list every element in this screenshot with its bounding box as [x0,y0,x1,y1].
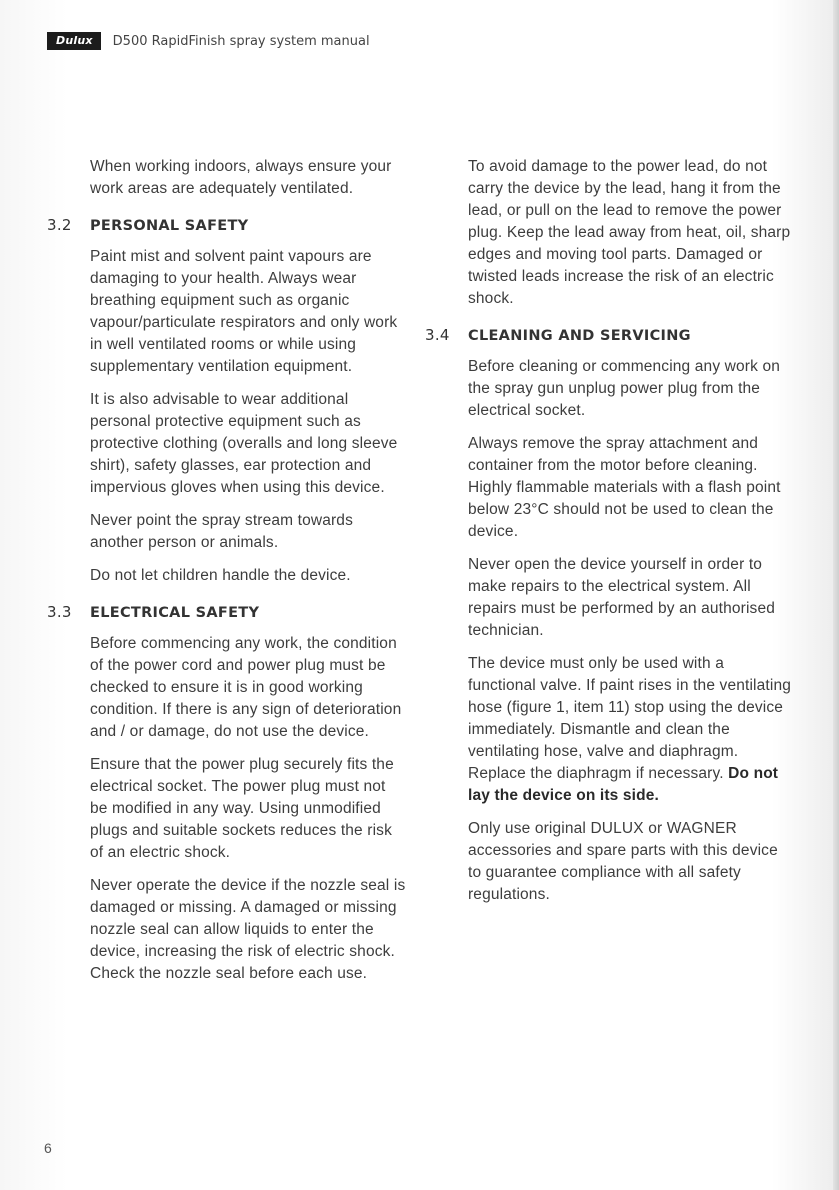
paragraph: Do not let children handle the device. [90,567,351,584]
paragraph: Never open the device yourself in order to make repairs to the electrical system. All repairs must be performed by an authorised technician. [468,556,775,639]
paragraph: Before commencing any work, the condition of the power cord and power plug must be checked to ensure it is in good working condition. If there is any sign of deterioration and / or damage, do not use the device. [90,635,402,740]
paragraph: Before cleaning or commencing any work on the spray gun unplug power plug from the electrical socket. [468,358,781,419]
manual-title: D500 RapidFinish spray system manual [112,33,370,49]
warning-bold-text: Do not lay the device on its side. [468,765,779,804]
paragraph: Never point the spray stream towards another person or animals. [90,512,353,551]
paragraph: Ensure that the power plug securely fits the electrical socket. The power plug must not be modified in any way. Using unmodified plugs and suitable sockets reduces the risk of an electric shock. [90,756,394,861]
valve-paragraph [425,653,795,807]
section-number: 3.2 [47,216,72,234]
section-title: PERSONAL SAFETY [90,218,249,234]
paragraph: It is also advisable to wear additional personal protective equipment such as protective clothing (overalls and long sleeve shirt), safety glasses, ear protection and impervious gloves when using this device. [90,391,398,496]
page-header [47,32,370,50]
valve-text: The device must only be used with a functional valve. If paint rises in the ventilating hose (figure 1, item 11) stop using the device immediately. Dismantle and clean the ventilating hose, valve and diaphragm. Replace the diaphragm if necessary. [468,655,791,782]
paragraph: Paint mist and solvent paint vapours are damaging to your health. Always wear breathing equipment such as organic vapour/particulate respirators and only work in well ventilated rooms or while using supplementary ventilation equipment. [90,248,398,375]
left-column [47,156,407,996]
page-number: 6 [44,1140,52,1156]
section-heading-electrical-safety [47,603,407,621]
ventilation-note: When working indoors, always ensure your work areas are adequately ventilated. [90,158,392,197]
section-title: ELECTRICAL SAFETY [90,605,260,621]
paragraph: Only use original DULUX or WAGNER accessories and spare parts with this device to guarantee compliance with all safety regulations. [468,820,778,903]
section-title: CLEANING AND SERVICING [468,328,691,344]
section-number: 3.3 [47,603,72,621]
section-heading-personal-safety [47,216,407,234]
right-column [425,156,795,917]
dulux-logo: Dulux [47,32,101,50]
paragraph: Always remove the spray attachment and container from the motor before cleaning. Highly flammable materials with a flash point below 23°C should not be used to clean the device. [468,435,781,540]
paragraph: Never operate the device if the nozzle seal is damaged or missing. A damaged or missing nozzle seal can allow liquids to enter the device, increasing the risk of electric shock. Check the nozzle seal before each use. [90,877,406,982]
section-heading-cleaning-servicing [425,326,795,344]
power-lead-paragraph: To avoid damage to the power lead, do not carry the device by the lead, hang it from the lead, or pull on the lead to remove the power plug. Keep the lead away from heat, oil, sharp edges and moving tool parts. Damaged or twisted leads increase the risk of an electric shock. [468,158,791,307]
section-number: 3.4 [425,326,450,344]
page-edge-shadow [833,0,839,1190]
